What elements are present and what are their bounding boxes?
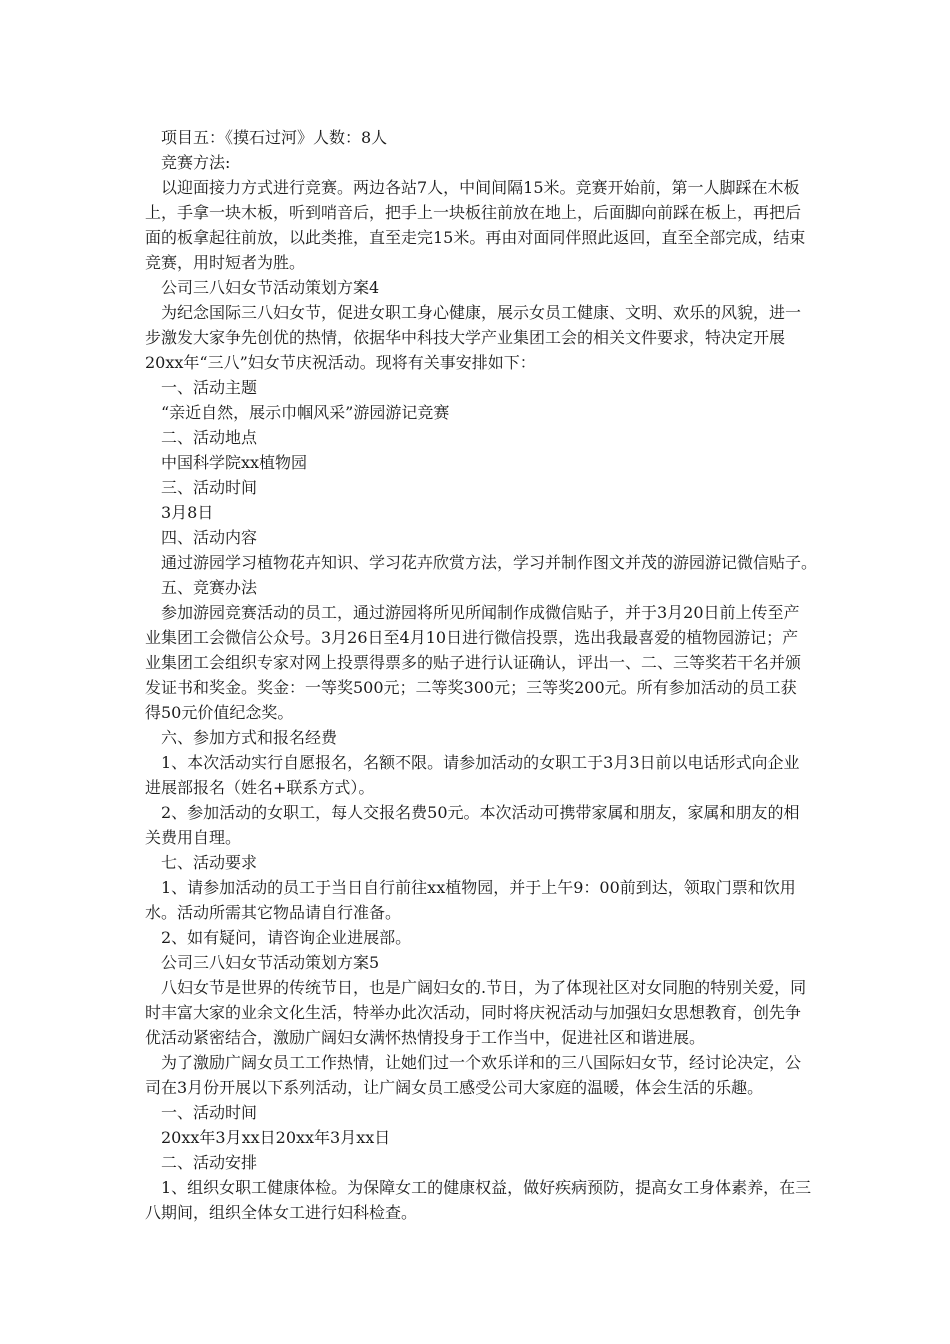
text-line: 优活动紧密结合，激励广阔妇女满怀热情投身于工作当中，促进社区和谐进展。 — [145, 1028, 706, 1047]
text-line: 进展部报名（姓名+联系方式）。 — [145, 778, 375, 797]
section-title: 公司三八妇女节活动策划方案5 — [161, 953, 380, 972]
heading: 一、活动时间 — [161, 1103, 258, 1122]
heading: 二、活动地点 — [161, 428, 258, 447]
text-line: 20xx年“三八”妇女节庆祝活动。现将有关事安排如下： — [145, 353, 536, 372]
text-line: 上，手拿一块木板，听到哨音后，把手上一块板往前放在地上，后面脚向前踩在板上，再把后 — [145, 203, 802, 222]
text-line: 水。活动所需其它物品请自行准备。 — [145, 903, 402, 922]
text-line: 2、参加活动的女职工，每人交报名费50元。本次活动可携带家属和朋友，家属和朋友的相 — [161, 803, 800, 822]
text-line: 竞赛方法: — [161, 153, 231, 172]
text-line: 1、本次活动实行自愿报名，名额不限。请参加活动的女职工于3月3日前以电话形式向企业 — [161, 753, 800, 772]
heading: 二、活动安排 — [161, 1153, 258, 1172]
heading: 六、参加方式和报名经费 — [161, 728, 338, 747]
text-line: 发证书和奖金。奖金：一等奖500元；二等奖300元；三等奖200元。所有参加活动的员工获 — [145, 678, 797, 697]
text-line: “亲近自然，展示巾帼风采”游园游记竞赛 — [161, 403, 450, 422]
heading: 七、活动要求 — [161, 853, 258, 872]
text-line: 为了激励广阔女员工工作热情，让她们过一个欢乐详和的三八国际妇女节，经讨论决定，公 — [161, 1053, 802, 1072]
heading: 一、活动主题 — [161, 378, 258, 397]
text-line: 3月8日 — [161, 503, 214, 522]
text-line: 中国科学院xx植物园 — [161, 453, 308, 472]
text-line: 八期间，组织全体女工进行妇科检查。 — [145, 1203, 418, 1222]
text-line: 2、如有疑问，请咨询企业进展部。 — [161, 928, 412, 947]
text-line: 面的板拿起往前放，以此类推，直至走完15米。再由对面同伴照此返回，直至全部完成，结束 — [145, 228, 806, 247]
text-line: 项目五：《摸石过河》人数：8人 — [161, 128, 388, 147]
text-line: 参加游园竞赛活动的员工，通过游园将所见所闻制作成微信贴子，并于3月20日前上传至产 — [161, 603, 800, 622]
text-line: 时丰富大家的业余文化生活，特举办此次活动，同时将庆祝活动与加强妇女思想教育，创先争 — [145, 1003, 802, 1022]
text-line: 关费用自理。 — [145, 828, 242, 847]
text-line: 通过游园学习植物花卉知识、学习花卉欣赏方法，学习并制作图文并茂的游园游记微信贴子。 — [161, 553, 818, 572]
heading: 三、活动时间 — [161, 478, 258, 497]
text-line: 步激发大家争先创优的热情，依据华中科技大学产业集团工会的相关文件要求，特决定开展 — [145, 328, 786, 347]
text-line: 业集团工会组织专家对网上投票得票多的贴子进行认证确认，评出一、二、三等奖若干名并颁 — [145, 653, 802, 672]
text-line: 20xx年3月xx日20xx年3月xx日 — [161, 1128, 391, 1147]
text-line: 1、请参加活动的员工于当日自行前往xx植物园，并于上午9：00前到达，领取门票和饮用 — [161, 878, 796, 897]
text-line: 1、组织女职工健康体检。为保障女工的健康权益，做好疾病预防，提高女工身体素养，在三 — [161, 1178, 812, 1197]
section-title: 公司三八妇女节活动策划方案4 — [161, 278, 380, 297]
text-line: 以迎面接力方式进行竞赛。两边各站7人，中间间隔15米。竞赛开始前，第一人脚踩在木板 — [161, 178, 800, 197]
text-line: 得50元价值纪念奖。 — [145, 703, 294, 722]
text-line: 八妇女节是世界的传统节日，也是广阔妇女的.节日，为了体现社区对女同胞的特别关爱，同 — [161, 978, 807, 997]
text-line: 竞赛，用时短者为胜。 — [145, 253, 306, 272]
text-line: 司在3月份开展以下系列活动，让广阔女员工感受公司大家庭的温暖，体会生活的乐趣。 — [145, 1078, 764, 1097]
heading: 五、竞赛办法 — [161, 578, 258, 597]
text-line: 业集团工会微信公众号。3月26日至4月10日进行微信投票，选出我最喜爱的植物园游记；产 — [145, 628, 799, 647]
text-line: 为纪念国际三八妇女节，促进女职工身心健康，展示女员工健康、文明、欢乐的风貌，进一 — [161, 303, 802, 322]
heading: 四、活动内容 — [161, 528, 258, 547]
